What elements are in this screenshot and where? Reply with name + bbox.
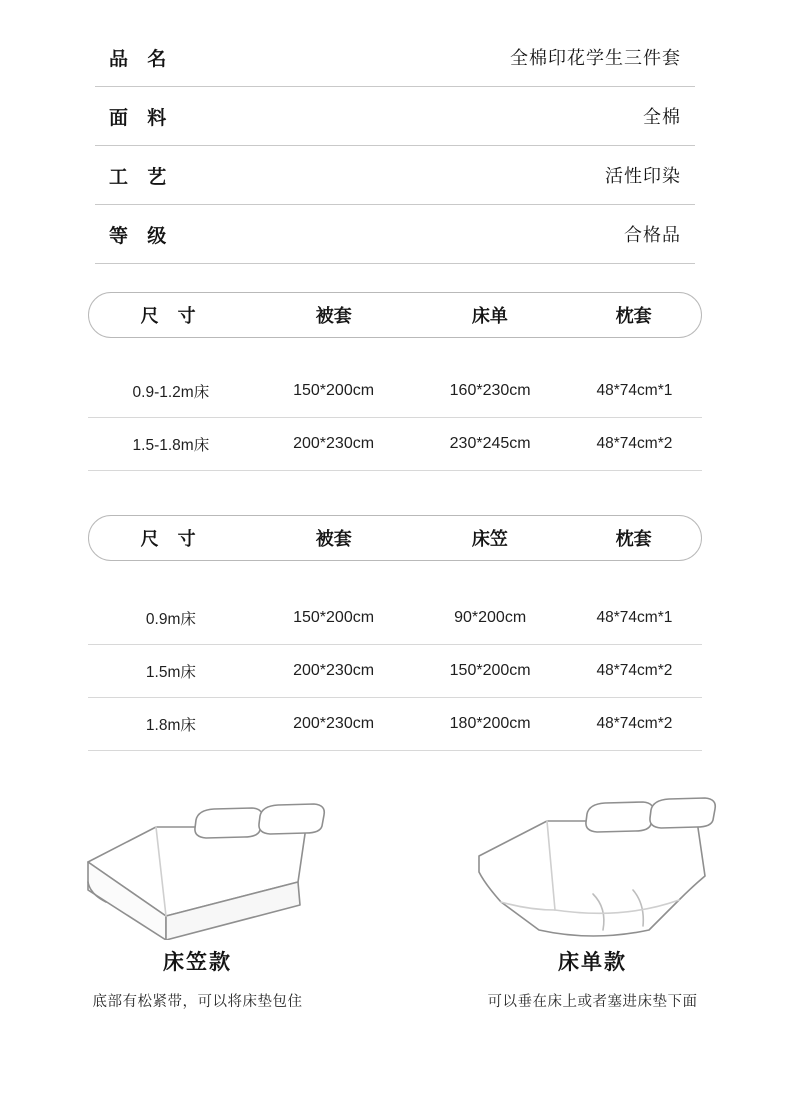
table-row — [88, 418, 702, 471]
table-row — [95, 146, 695, 205]
cell-pillowcase: 48*74cm*1 — [596, 382, 673, 399]
spec-table — [95, 28, 695, 264]
column-header: 尺 寸 — [140, 529, 203, 549]
cell-sheet: 160*230cm — [449, 382, 531, 399]
cell-fitted-sheet: 90*200cm — [454, 609, 527, 626]
illustration-area — [0, 790, 790, 1090]
flat-sheet-bed-illustration — [443, 790, 743, 940]
size-table-fitted — [88, 515, 702, 751]
column-header: 枕套 — [615, 529, 652, 549]
cell-size: 1.5m床 — [145, 664, 196, 681]
cell-pillowcase: 48*74cm*1 — [596, 609, 673, 626]
illustration-title: 床笠款 — [163, 951, 232, 974]
table-row — [88, 645, 702, 698]
spec-value: 活性印染 — [605, 166, 681, 186]
cell-duvet: 200*230cm — [293, 715, 375, 732]
illustration-title: 床单款 — [558, 951, 627, 974]
spec-value: 全棉 — [643, 107, 681, 127]
spec-value: 全棉印花学生三件套 — [510, 48, 681, 68]
illustration-caption: 可以垂在床上或者塞进床垫下面 — [487, 994, 698, 1010]
spec-label: 面 料 — [109, 107, 174, 129]
cell-duvet: 200*230cm — [293, 662, 375, 679]
cell-pillowcase: 48*74cm*2 — [596, 435, 673, 452]
spec-label: 等 级 — [109, 225, 174, 247]
cell-pillowcase: 48*74cm*2 — [596, 715, 673, 732]
cell-pillowcase: 48*74cm*2 — [596, 662, 673, 679]
spec-label: 工 艺 — [109, 166, 174, 188]
cell-fitted-sheet: 150*200cm — [449, 662, 531, 679]
cell-size: 1.8m床 — [145, 717, 196, 734]
cell-duvet: 200*230cm — [293, 435, 375, 452]
column-header: 尺 寸 — [140, 306, 203, 326]
cell-fitted-sheet: 180*200cm — [449, 715, 531, 732]
spec-label: 品 名 — [109, 48, 174, 70]
cell-size: 1.5-1.8m床 — [132, 437, 210, 454]
column-header: 床笠 — [471, 529, 508, 549]
cell-sheet: 230*245cm — [449, 435, 531, 452]
illustration-caption: 底部有松紧带，可以将床垫包住 — [92, 994, 303, 1010]
cell-duvet: 150*200cm — [293, 382, 375, 399]
column-header: 床单 — [471, 306, 508, 326]
table-row — [88, 698, 702, 751]
cell-size: 0.9-1.2m床 — [132, 384, 210, 401]
table-row — [88, 592, 702, 645]
table-row — [95, 28, 695, 87]
column-header: 被套 — [315, 529, 352, 549]
column-header: 枕套 — [615, 306, 652, 326]
table-row — [95, 205, 695, 264]
cell-duvet: 150*200cm — [293, 609, 375, 626]
table-row — [95, 87, 695, 146]
size-table-bedsheet — [88, 292, 702, 471]
fitted-sheet-bed-illustration — [48, 790, 348, 940]
table-header-row — [88, 515, 702, 561]
illustration-flat — [395, 790, 790, 1011]
table-row — [88, 365, 702, 418]
column-header: 被套 — [315, 306, 352, 326]
cell-size: 0.9m床 — [145, 611, 196, 628]
spec-value: 合格品 — [624, 225, 681, 245]
illustration-fitted — [0, 790, 395, 1011]
table-header-row — [88, 292, 702, 338]
